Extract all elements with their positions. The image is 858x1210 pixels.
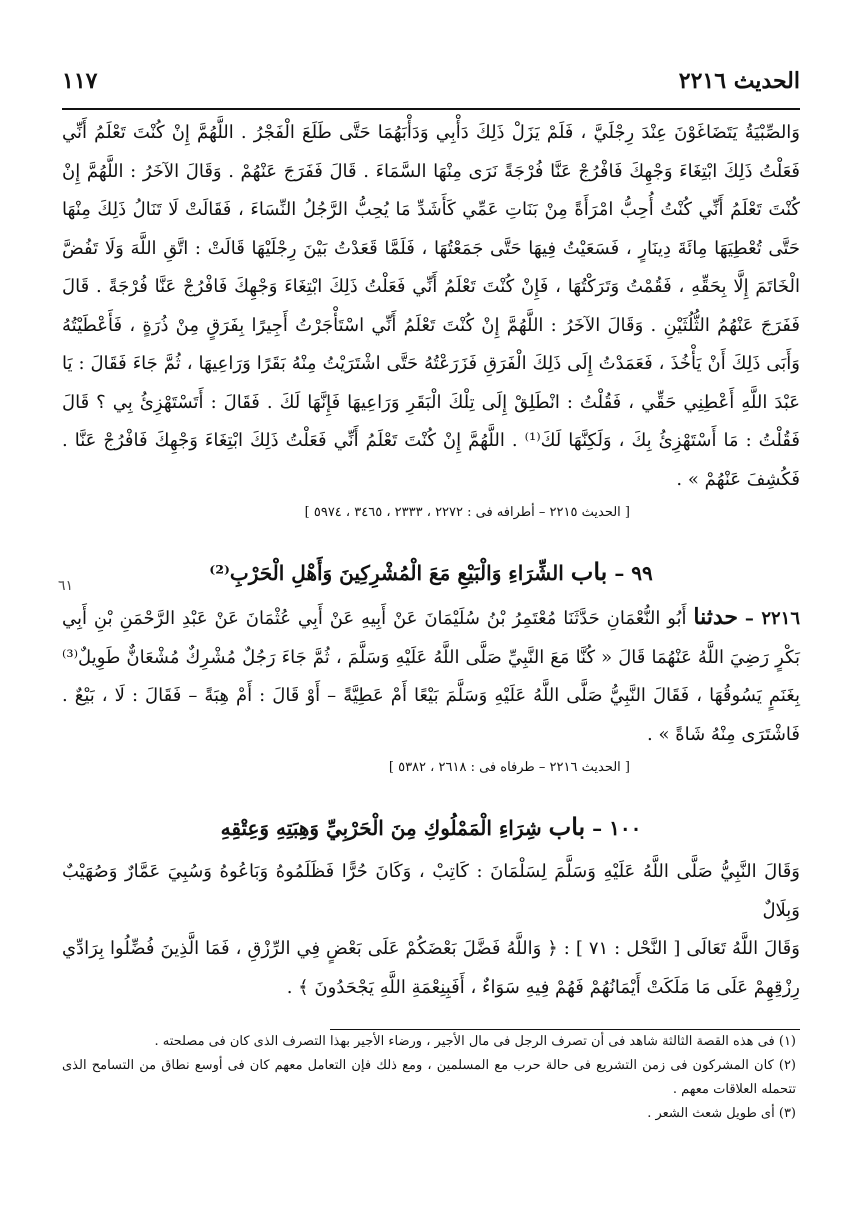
- chapter-99-title: الشِّرَاءِ وَالْبَيْعِ مَعَ الْمُشْرِكِينَ وَأَهْلِ الْحَرْبِ⁽²⁾: [209, 561, 564, 585]
- hadith-2216-reference: [ الحديث ٢٢١٦ – طرفاه فى : ٢٦١٨ ، ٥٣٨٢ ]: [388, 760, 630, 775]
- chapter-99-bab: باب: [570, 557, 608, 586]
- hadith-2216-number: ٢٢١٦ –: [744, 608, 800, 629]
- header-rule: [62, 108, 800, 110]
- hadith-2216-text: أَبُو النُّعْمَانِ حَدَّثَنَا مُعْتَمِرُ بْنُ سُلَيْمَانَ عَنْ أَبِيهِ عَنْ أَبِي عُثْمَانَ عَنْ عَبْدِ الرَّحْمَنِ بْنِ أَبِي بَكْرٍ رَضِيَ اللَّهُ عَنْهُمَا قَالَ « كُنَّا مَعَ النَّبِيِّ صَلَّى اللَّهُ عَلَيْهِ وَسَلَّمَ ، ثُمَّ جَاءَ رَجُلٌ مُشْرِكٌ مُشْعَانٌّ طَوِيلٌ⁽³⁾ بِغَنَمٍ يَسُوقُهَا ، فَقَالَ النَّبِيُّ صَلَّى اللَّهُ عَلَيْهِ وَسَلَّمَ بَيْعًا أَمْ عَطِيَّةً – أَوْ قَالَ : أَمْ هِبَةً – فَقَالَ : لَا ، بَيْعٌ . فَاشْتَرَى مِنْهُ شَاةً » .: [62, 608, 800, 745]
- footnote-1: (١) فى هذه القصة الثالثة شاهد فى أن تصرف الرجل فى مال الأجير ، ورضاء الأجير بهذا التصرف الذى كان فى مصلحته .: [154, 1034, 796, 1049]
- footnotes: [62, 1030, 800, 1126]
- footnote-3: (٣) أى طويل شعث الشعر .: [647, 1106, 796, 1121]
- chapter-100-title: شِرَاءِ الْمَمْلُوكِ مِنَ الْحَرْبِيِّ وَهِبَتِهِ وَعِتْقِهِ: [220, 816, 542, 840]
- chapter-100-bab: باب: [548, 812, 586, 841]
- margin-mark: ٦١: [58, 578, 74, 594]
- hadith-2216: [62, 598, 800, 754]
- salman-paragraph: وَقَالَ النَّبِيُّ صَلَّى اللَّهُ عَلَيْهِ وَسَلَّمَ لِسَلْمَانَ : كَاتِبْ ، وَكَانَ حُرًّا فَظَلَمُوهُ وَبَاعُوهُ وَسُبِيَ عَمَّارٌ وَصُهَيْبٌ وَبِلَالٌ: [62, 861, 800, 921]
- chapter-100-number: ١٠٠ –: [592, 816, 642, 840]
- hadith-heading: الحديث ٢٢١٦: [678, 68, 800, 94]
- quran-paragraph: وَقَالَ اللَّهُ تَعَالَى [ النَّحْل : ٧١ ] : ﴿ وَاللَّهُ فَضَّلَ بَعْضَكُمْ عَلَى بَعْضٍ فِي الرِّزْقِ ، فَمَا الَّذِينَ فُضِّلُوا بِرَادِّي رِزْقِهِمْ عَلَى مَا مَلَكَتْ أَيْمَانُهُمْ فَهُمْ فِيهِ سَوَاءٌ ، أَفَبِنِعْمَةِ اللَّهِ يَجْحَدُونَ ﴾ .: [62, 938, 800, 998]
- page: [62, 68, 800, 1126]
- page-number: ١١٧: [62, 68, 98, 94]
- chapter-100-heading: [62, 802, 800, 853]
- chapter-99-heading: [62, 547, 800, 598]
- hadith-2215-continuation: وَالصِّبْيَةُ يَتَضَاغَوْنَ عِنْدَ رِجْلَيَّ ، فَلَمْ يَزَلْ ذَلِكَ دَأْبِي وَدَأْبَهُمَا حَتَّى طَلَعَ الْفَجْرُ . اللَّهُمَّ إِنْ كُنْتَ تَعْلَمُ أَنِّي فَعَلْتُ ذَلِكَ ابْتِغَاءَ وَجْهِكَ فَافْرُجْ عَنَّا فُرْجَةً نَرَى مِنْهَا السَّمَاءَ . قَالَ فَفَرَجَ عَنْهُمْ . وَقَالَ الآخَرُ : اللَّهُمَّ إِنْ كُنْتَ تَعْلَمُ أَنِّي كُنْتُ أُحِبُّ امْرَأَةً مِنْ بَنَاتِ عَمِّي كَأَشَدِّ مَا يُحِبُّ الرَّجُلُ النِّسَاءَ ، فَقَالَتْ لَا تَنَالُ ذَلِكَ مِنْهَا حَتَّى تُعْطِيَهَا مِائَةَ دِينَارٍ ، فَسَعَيْتُ فِيهَا حَتَّى جَمَعْتُهَا ، فَلَمَّا قَعَدْتُ بَيْنَ رِجْلَيْهَا قَالَتْ : اتَّقِ اللَّهَ وَلَا تَفُضَّ الْخَاتَمَ إِلَّا بِحَقِّهِ ، فَقُمْتُ وَتَرَكْتُهَا ، فَإِنْ كُنْتَ تَعْلَمُ أَنِّي فَعَلْتُ ذَلِكَ ابْتِغَاءَ وَجْهِكَ فَافْرُجْ عَنَّا فُرْجَةً . قَالَ فَفَرَجَ عَنْهُمُ الثُّلُثَيْنِ . وَقَالَ الآخَرُ : اللَّهُمَّ إِنْ كُنْتَ تَعْلَمُ أَنِّي اسْتَأْجَرْتُ أَجِيرًا بِفَرَقٍ مِنْ ذُرَةٍ ، فَأَعْطَيْتُهُ وَأَبَى ذَلِكَ أَنْ يَأْخُذَ ، فَعَمَدْتُ إِلَى ذَلِكَ الْفَرَقِ فَزَرَعْتُهُ حَتَّى اشْتَرَيْتُ مِنْهُ بَقَرًا وَرَاعِيهَا ، ثُمَّ جَاءَ فَقَالَ : يَا عَبْدَ اللَّهِ أَعْطِنِي حَقِّي ، فَقُلْتُ : انْطَلِقْ إِلَى تِلْكَ الْبَقَرِ وَرَاعِيهَا فَإِنَّهَا لَكَ . فَقَالَ : أَتَسْتَهْزِئُ بِي ؟ قَالَ فَقُلْتُ : مَا أَسْتَهْزِئُ بِكَ ، وَلَكِنَّهَا لَكَ⁽¹⁾ . اللَّهُمَّ إِنْ كُنْتَ تَعْلَمُ أَنِّي فَعَلْتُ ذَلِكَ ابْتِغَاءَ وَجْهِكَ فَافْرُجْ عَنَّا . فَكُشِفَ عَنْهُمْ » .: [62, 122, 800, 490]
- chapter-99-number: ٩٩ –: [614, 561, 653, 585]
- page-header: [62, 68, 800, 106]
- hadith-2215-reference: [ الحديث ٢٢١٥ – أطرافه فى : ٢٢٧٢ ، ٢٣٣٣ ، ٣٤٦٥ ، ٥٩٧٤ ]: [304, 505, 630, 520]
- haddathana-word: حدثنا: [693, 604, 739, 630]
- footnote-2: (٢) كان المشركون فى زمن التشريع فى حالة حرب مع المسلمين ، ومع ذلك فإن التعامل معهم كان فى أوسع نطاق من التسامح الذى تتحمله العلاقات معهم .: [62, 1058, 796, 1097]
